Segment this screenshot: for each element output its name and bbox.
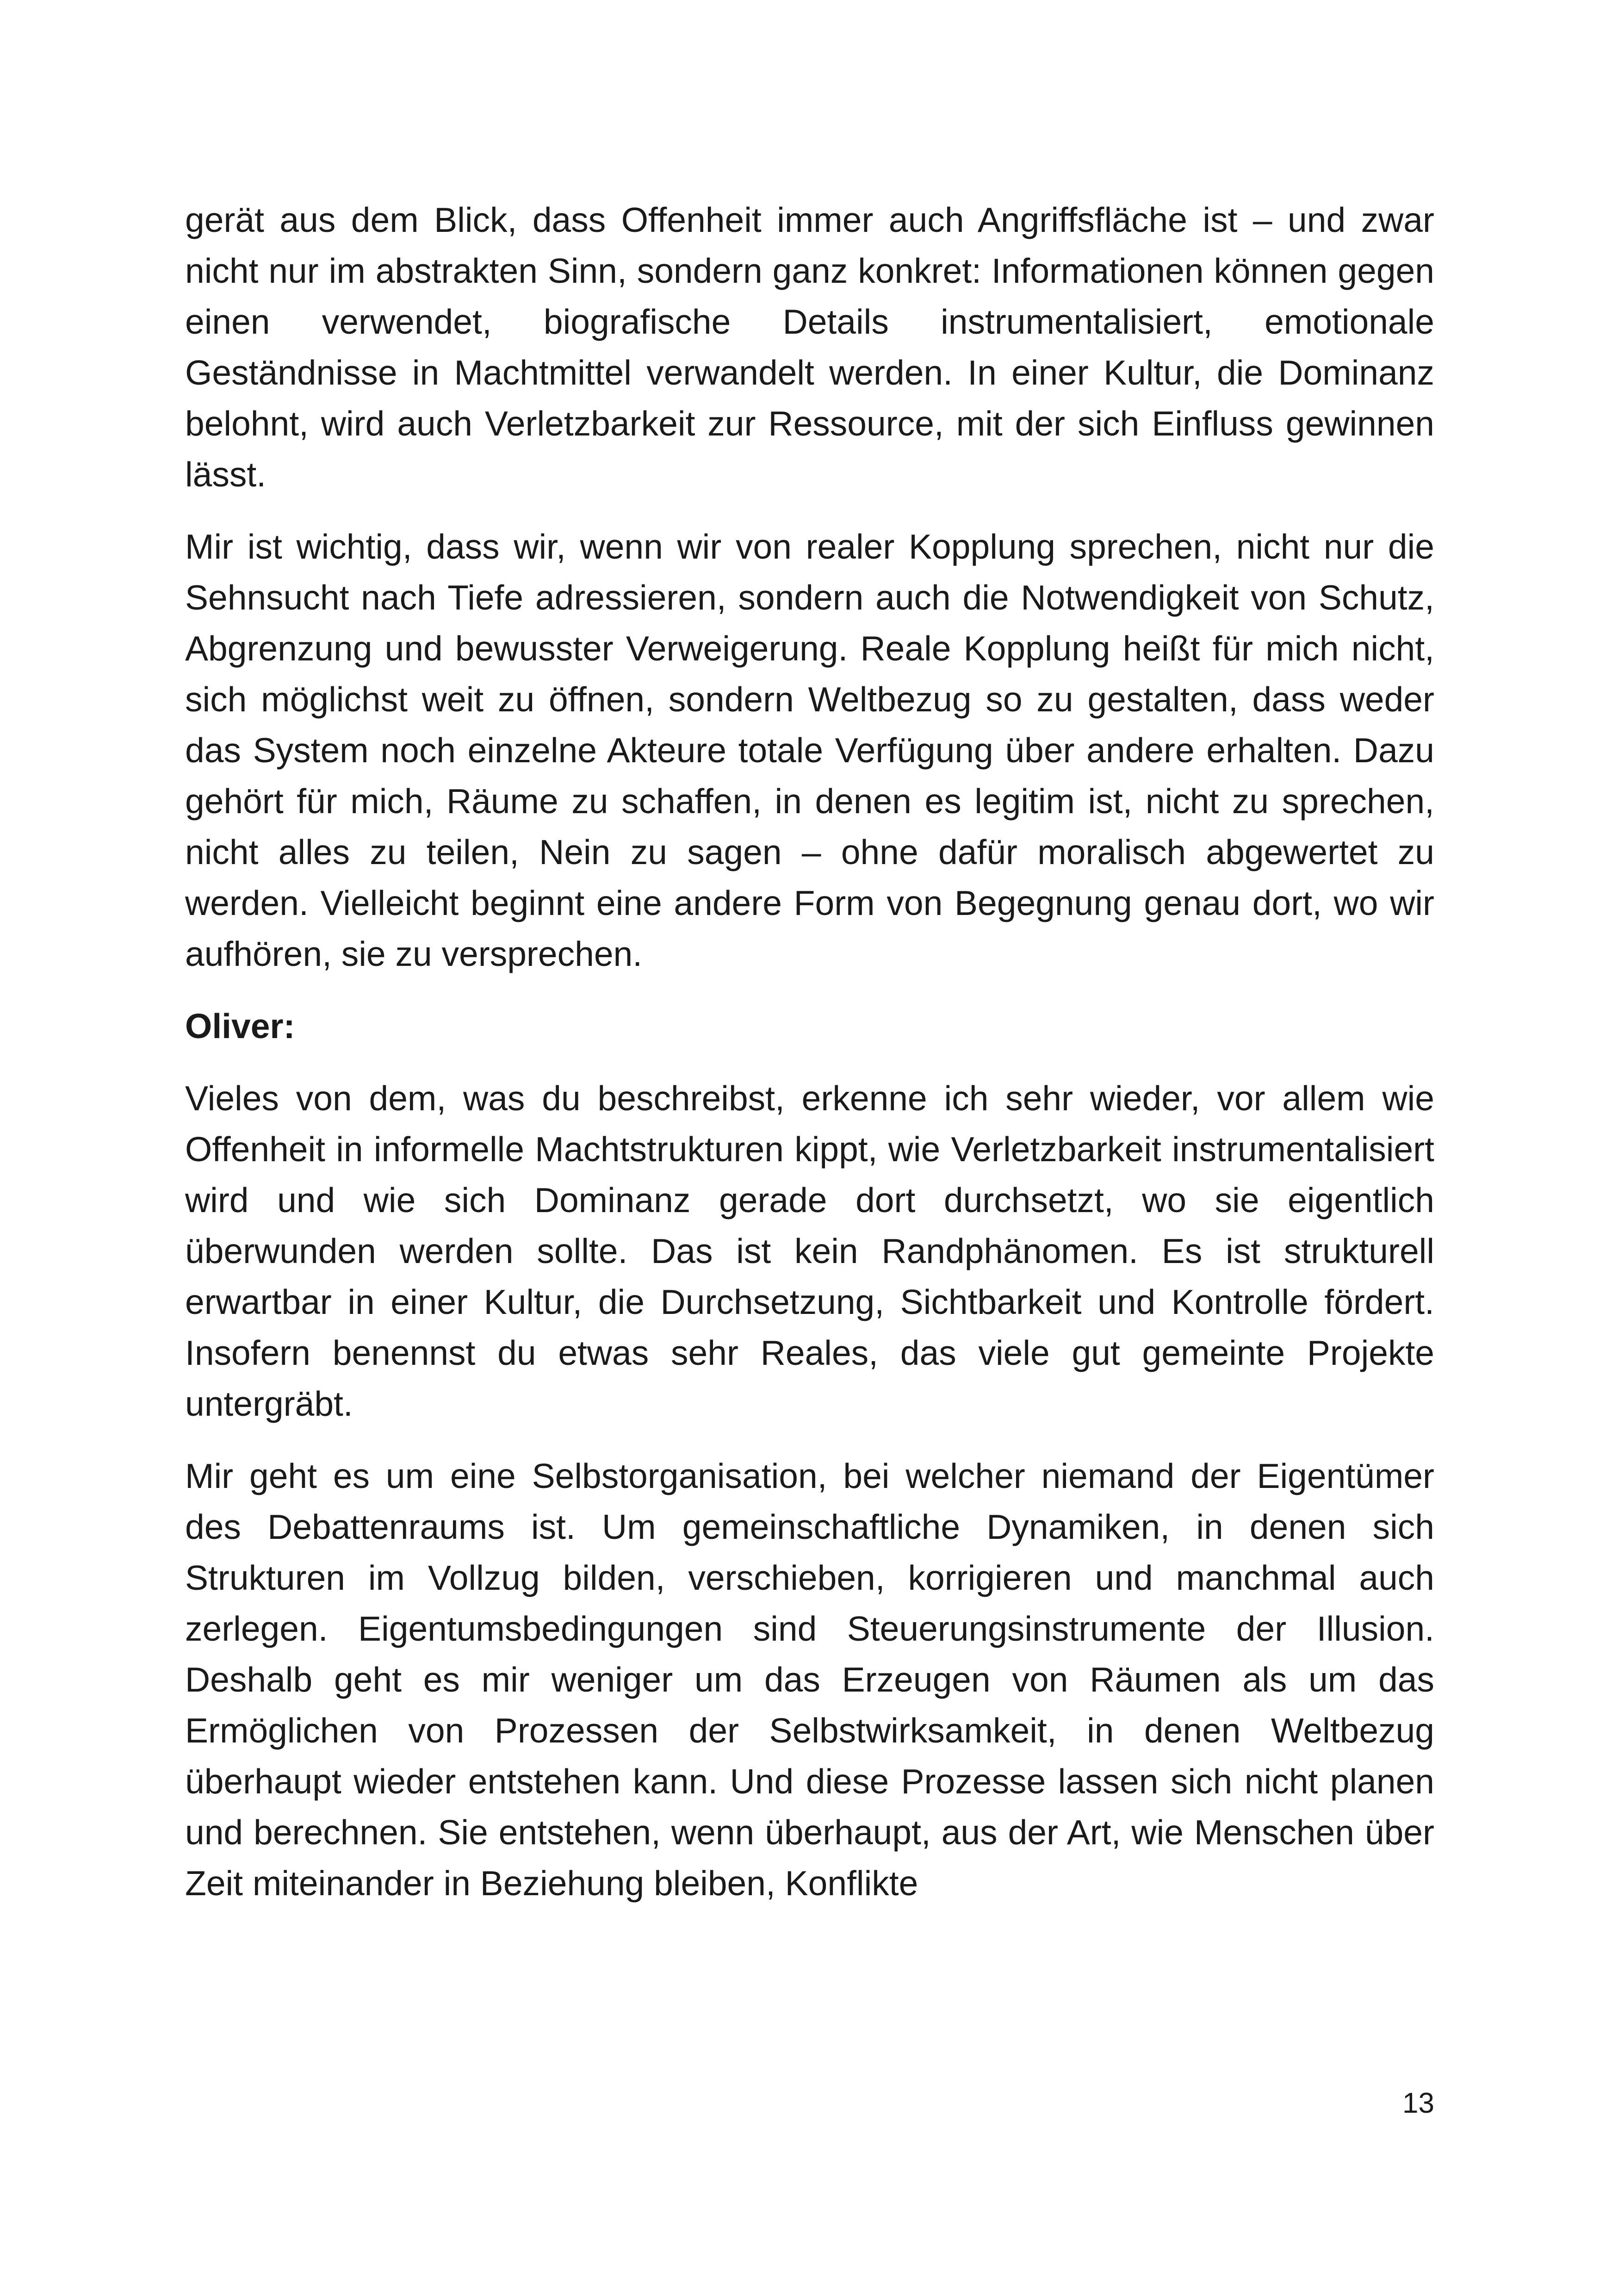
paragraph: Mir geht es um eine Selbstorganisation, bei welcher niemand der Eigentümer des Debattenraums ist. Um gemeinschaftliche Dynamiken, in denen sich Strukturen im Vollzug bilden, verschieben, korrigieren und manchmal auch zerlegen. Eigentumsbedingungen sind Steuerungsinstrumente der Illusion. Deshalb geht es mir weniger um das Erzeugen von Räumen als um das Ermöglichen von Prozessen der Selbstwirksamkeit, in denen Weltbezug überhaupt wieder entstehen kann. Und diese Prozesse lassen sich nicht planen und berechnen. Sie entstehen, wenn überhaupt, aus der Art, wie Menschen über Zeit miteinander in Beziehung bleiben, Konflikte	[185, 1456, 1434, 1903]
paragraph: gerät aus dem Blick, dass Offenheit immer auch Angriffsfläche ist – und zwar nicht nur im abstrakten Sinn, sondern ganz konkret: Informationen können gegen einen verwendet, biografische Details instrumentalisiert, emotionale Geständnisse in Machtmittel verwandelt werden. In einer Kultur, die Dominanz belohnt, wird auch Verletzbarkeit zur Ressource, mit der sich Einfluss gewinnen lässt.	[185, 200, 1434, 494]
paragraph: Mir ist wichtig, dass wir, wenn wir von realer Kopplung sprechen, nicht nur die Sehnsucht nach Tiefe adressieren, sondern auch die Notwendigkeit von Schutz, Abgrenzung und bewusster Verweigerung. Reale Kopplung heißt für mich nicht, sich möglichst weit zu öffnen, sondern Weltbezug so zu gestalten, dass weder das System noch einzelne Akteure totale Verfügung über andere erhalten. Dazu gehört für mich, Räume zu schaffen, in denen es legitim ist, nicht zu sprechen, nicht alles zu teilen, Nein zu sagen – ohne dafür moralisch abgewertet zu werden. Vielleicht beginnt eine andere Form von Begegnung genau dort, wo wir aufhören, sie zu versprechen.	[185, 527, 1434, 973]
page-number: 13	[1402, 2087, 1434, 2119]
body-text	[185, 194, 1434, 1930]
speaker-label: Oliver:	[185, 1007, 295, 1045]
paragraph: Vieles von dem, was du beschreibst, erkenne ich sehr wieder, vor allem wie Offenheit in informelle Machtstrukturen kippt, wie Verletzbarkeit instrumentalisiert wird und wie sich Dominanz gerade dort durchsetzt, wo sie eigentlich überwunden werden sollte. Das ist kein Randphänomen. Es ist strukturell erwartbar in einer Kultur, die Durchsetzung, Sichtbarkeit und Kontrolle fördert. Insofern benennst du etwas sehr Reales, das viele gut gemeinte Projekte untergräbt.	[185, 1079, 1434, 1423]
